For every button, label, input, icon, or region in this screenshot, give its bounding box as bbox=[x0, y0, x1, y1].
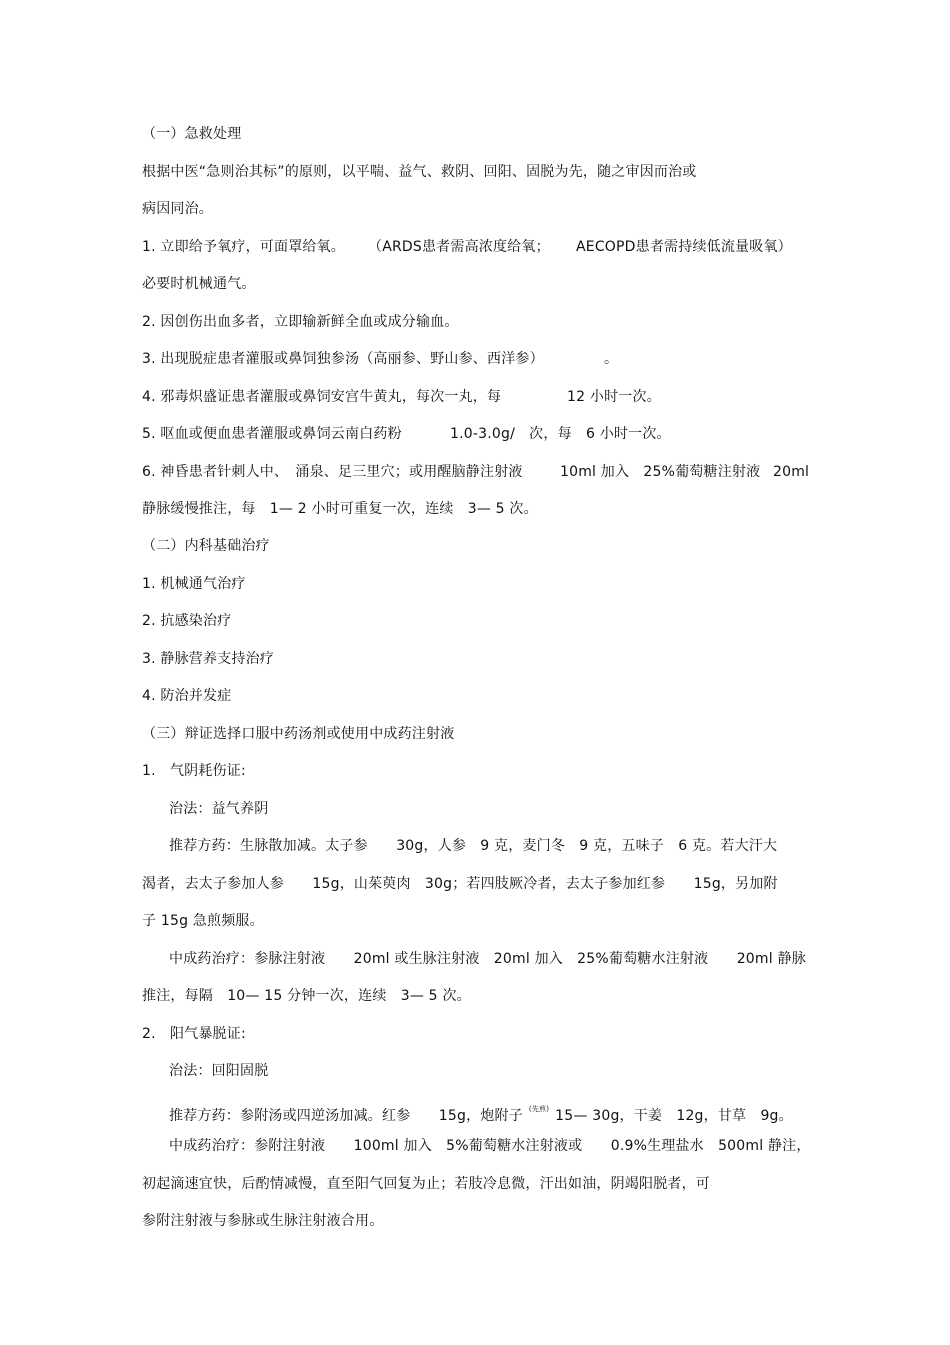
item-1-text-c: AECOPD患者需持续低流量吸氧） bbox=[576, 239, 792, 255]
item-6-text-d: 静脉缓慢推注，每 1— 2 小时可重复一次，连续 3— 5 次。 bbox=[142, 501, 538, 517]
item-6-text-a: 6. 神昏患者针刺人中、 涌泉、足三里穴；或用醒脑静注射液 bbox=[142, 464, 523, 480]
item-1-text-b: （ARDS患者需高浓度给氧； bbox=[368, 239, 550, 255]
item-6-text-b: 10ml 加入 25%葡萄糖注射液 bbox=[560, 464, 761, 480]
syndrome-2-title: 2. 阳气暴脱证: bbox=[142, 1026, 246, 1042]
item-3-text-b: 。 bbox=[604, 351, 619, 367]
syndrome-2-method: 治法：回阳固脱 bbox=[169, 1063, 269, 1079]
syndrome-1-prescription-line-3: 子 15g 急煎频服。 bbox=[142, 913, 264, 929]
section-1-heading: （一）急救处理 bbox=[142, 126, 242, 142]
section-2-item-2: 2. 抗感染治疗 bbox=[142, 613, 232, 629]
syndrome-1-title: 1. 气阴耗伤证: bbox=[142, 763, 246, 779]
section-2-heading: （二）内科基础治疗 bbox=[142, 538, 270, 554]
syndrome-1-patent-medicine-line-1: 中成药治疗：参脉注射液 20ml 或生脉注射液 20ml 加入 25%葡萄糖水注射液 20ml 静脉 bbox=[169, 951, 806, 967]
syndrome-2-prescription-note: (先煎) bbox=[528, 1105, 550, 1113]
syndrome-2-prescription-text-a: 推荐方药：参附汤或四逆汤加减。红参 15g，炮附子 bbox=[169, 1108, 523, 1124]
item-1-text-a: 1. 立即给予氧疗，可面罩给氧。 bbox=[142, 239, 346, 255]
item-5-text-a: 5. 呕血或便血患者灌服或鼻饲云南白药粉 bbox=[142, 426, 402, 442]
syndrome-1-prescription-line-2: 渴者，去太子参加人参 15g，山茱萸肉 30g；若四肢厥冷者，去太子参加红参 15g，另加附 bbox=[142, 876, 778, 892]
item-4-text-a: 4. 邪毒炽盛证患者灌服或鼻饲安宫牛黄丸，每次一丸，每 bbox=[142, 389, 502, 405]
section-2-item-4: 4. 防治并发症 bbox=[142, 688, 232, 704]
syndrome-1-method: 治法：益气养阴 bbox=[169, 801, 269, 817]
section-2-item-1: 1. 机械通气治疗 bbox=[142, 576, 246, 592]
syndrome-2-prescription-text-b: 15— 30g，干姜 12g，甘草 9g。 bbox=[555, 1108, 793, 1124]
item-2-text: 2. 因创伤出血多者，立即输新鲜全血或成分输血。 bbox=[142, 314, 459, 330]
syndrome-1-patent-medicine-line-2: 推注，每隔 10— 15 分钟一次，连续 3— 5 次。 bbox=[142, 988, 471, 1004]
section-1-intro-line-1: 根据中医“急则治其标”的原则，以平喘、益气、救阴、回阳、固脱为先，随之审因而治或 bbox=[142, 164, 697, 180]
item-3-text-a: 3. 出现脱症患者灌服或鼻饲独参汤（高丽参、野山参、西洋参） bbox=[142, 351, 544, 367]
item-6-text-c: 20ml bbox=[773, 464, 810, 480]
section-1-intro-line-2: 病因同治。 bbox=[142, 201, 213, 217]
item-1-text-d: 必要时机械通气。 bbox=[142, 276, 256, 292]
syndrome-2-prescription bbox=[169, 1099, 793, 1126]
syndrome-2-patent-medicine-line-1: 中成药治疗：参附注射液 100ml 加入 5%葡萄糖水注射液或 0.9%生理盐水 500ml 静注， bbox=[169, 1138, 811, 1154]
section-3-heading: （三）辩证选择口服中药汤剂或使用中成药注射液 bbox=[142, 726, 455, 742]
item-4-text-b: 12 小时一次。 bbox=[567, 389, 661, 405]
syndrome-2-patent-medicine-line-3: 参附注射液与参脉或生脉注射液合用。 bbox=[142, 1213, 384, 1229]
syndrome-1-prescription-line-1: 推荐方药：生脉散加减。太子参 30g，人参 9 克，麦门冬 9 克，五味子 6 克。若大汗大 bbox=[169, 838, 778, 854]
item-5-text-b: 1.0-3.0g/ 次，每 6 小时一次。 bbox=[450, 426, 671, 442]
syndrome-2-patent-medicine-line-2: 初起滴速宜快，后酌情减慢，直至阳气回复为止；若肢冷息微，汗出如油，阴竭阳脱者，可 bbox=[142, 1176, 710, 1192]
section-2-item-3: 3. 静脉营养支持治疗 bbox=[142, 651, 275, 667]
